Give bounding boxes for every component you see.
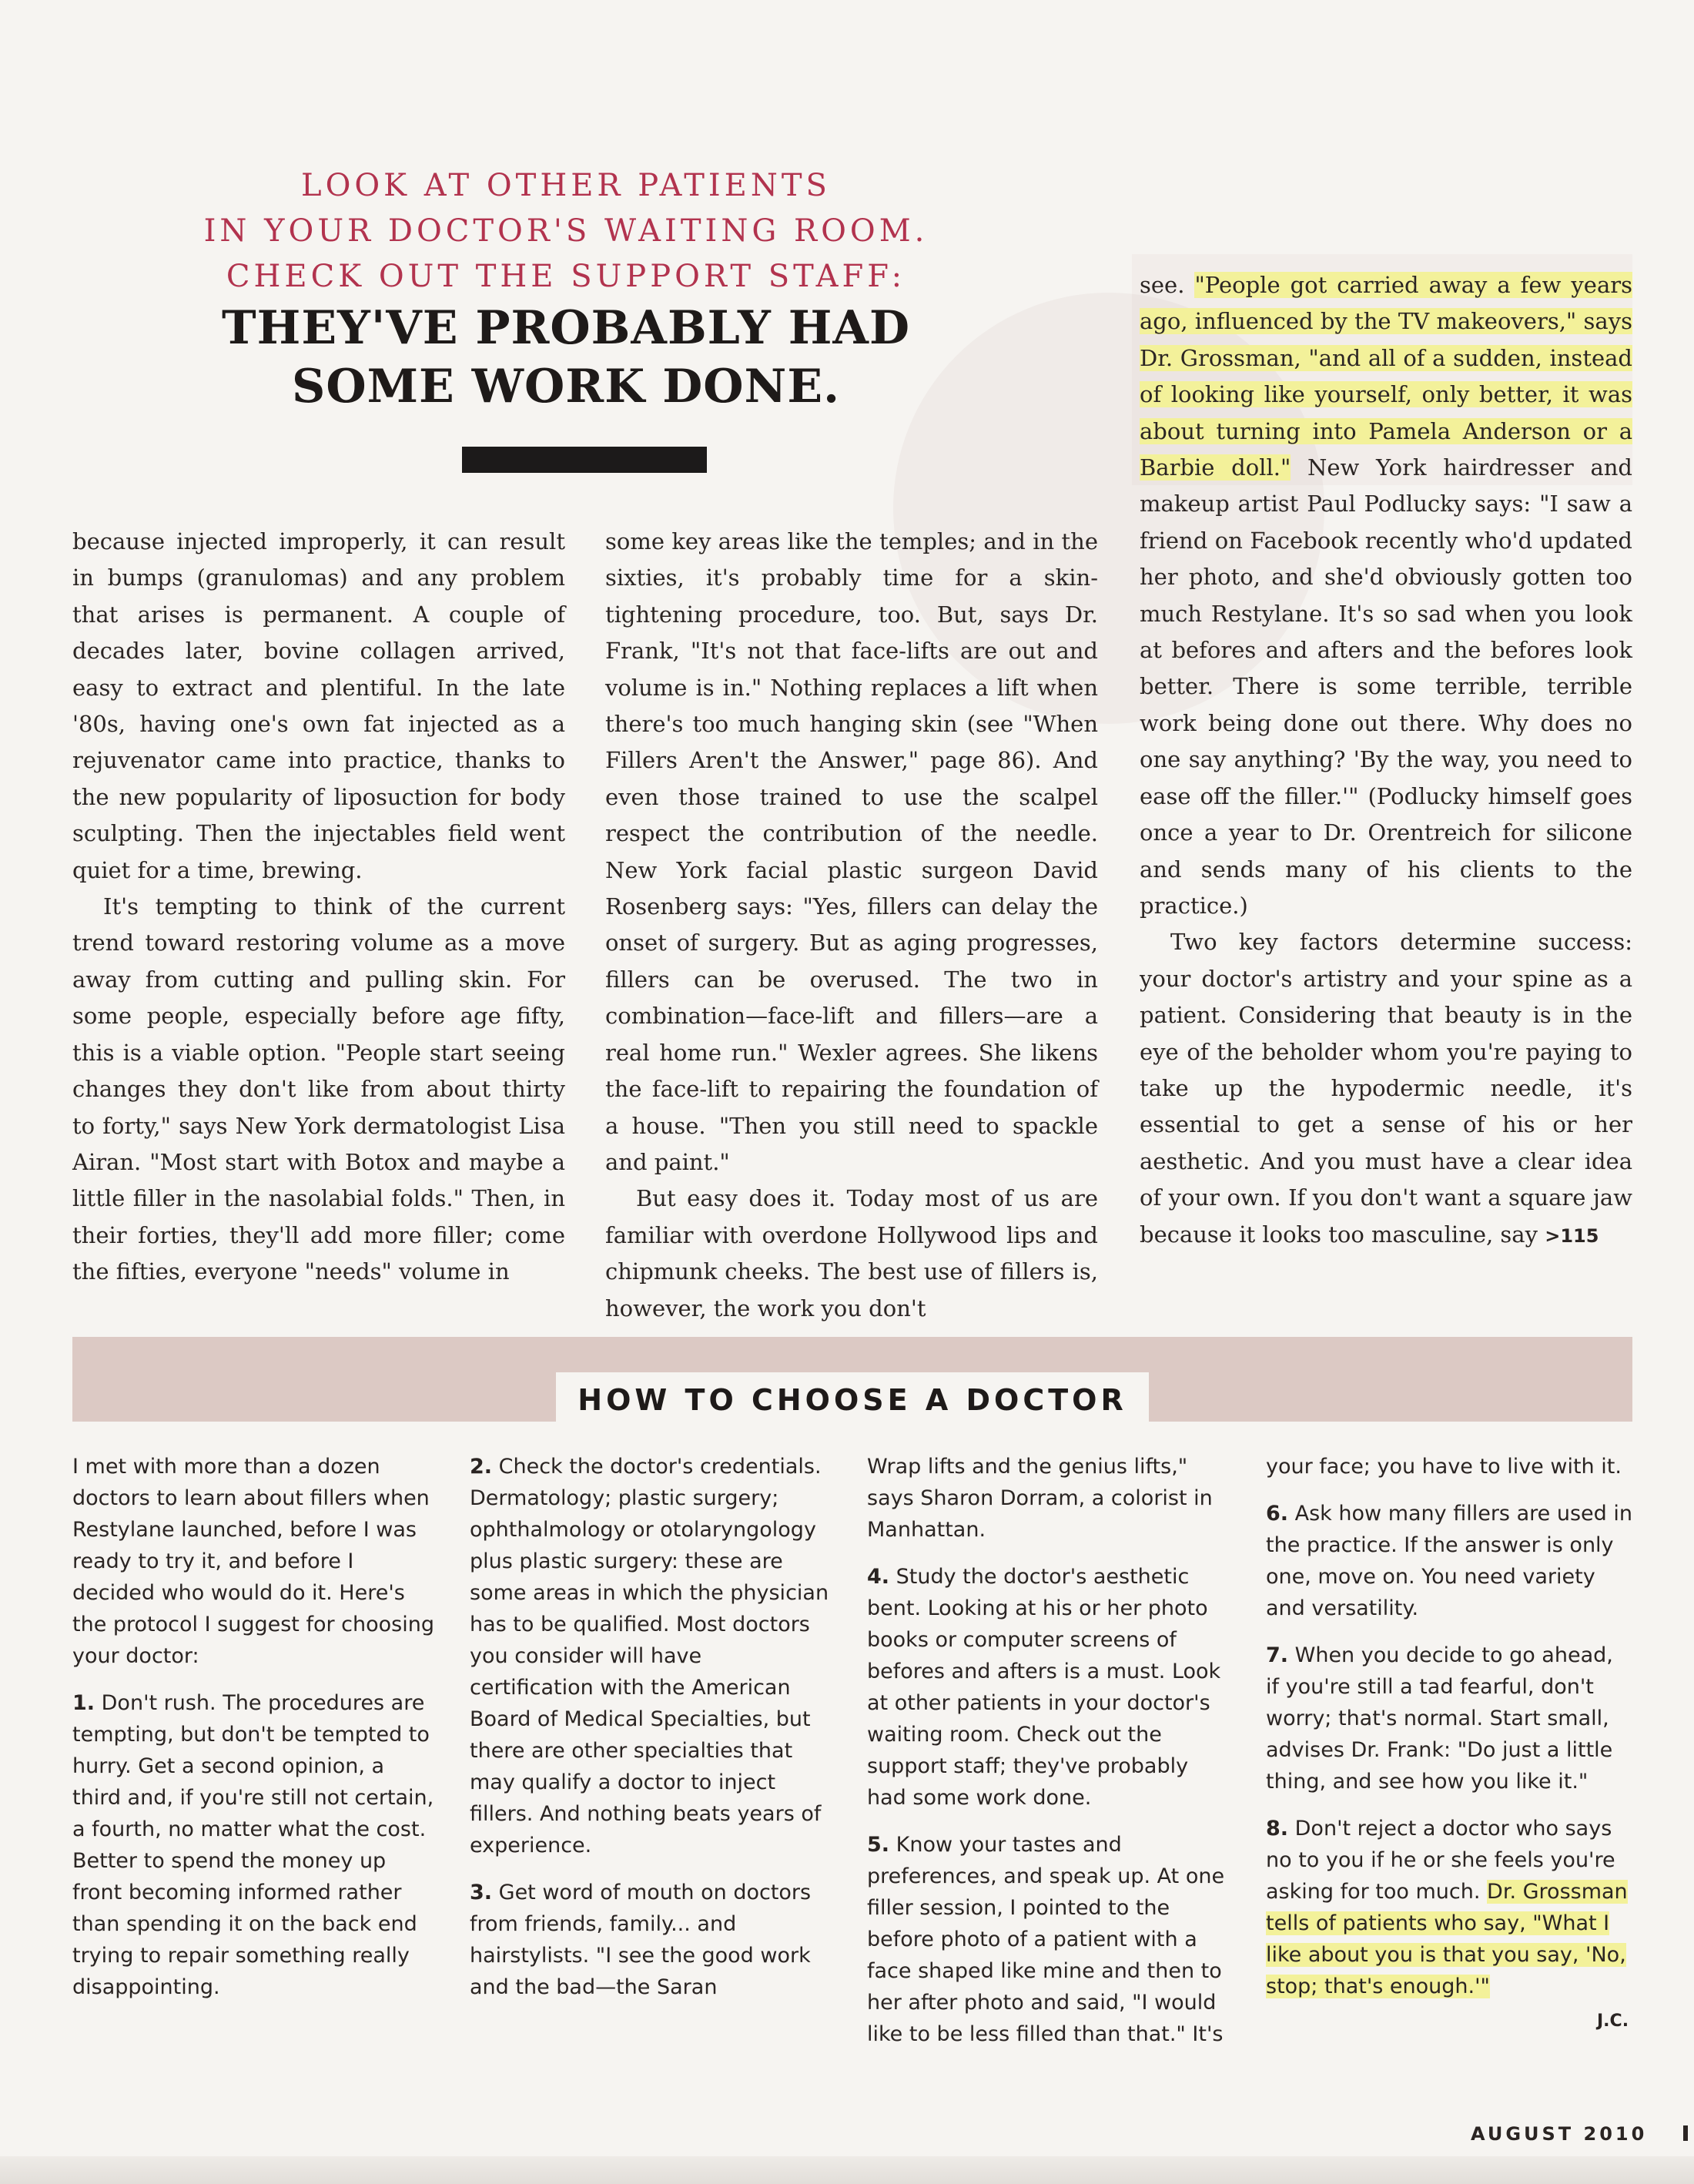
pull-quote-lead-line: IN YOUR DOCTOR'S WAITING ROOM.: [203, 213, 929, 249]
tip-text: Ask how many fillers are used in the practice. If the answer is only one, move on. You need variety and versatility.: [1266, 1502, 1632, 1620]
highlighted-quote: Dr. Grossman tells of patients who say, "What I like about you is that you say, 'No, stop; that's enough.'": [1266, 1880, 1628, 1998]
pull-quote-rule: [462, 447, 707, 473]
sidebar-intro: I met with more than a dozen doctors to learn about fillers when Restylane launched, before I was ready to try it, and before I decided who would do it. Here's the protocol I suggest for choosing your doctor:: [72, 1455, 434, 1668]
paragraph: It's tempting to think of the current trend toward restoring volume as a move away from cutting and pulling skin. For some people, especially before age fifty, this is a viable option. "People start seeing changes they don't like from about thirty to forty," says New York dermatologist Lisa Airan. "Most start with Botox and maybe a little filler in the nasolabial folds." Then, in their forties, they'll add more filler; come the fifties, everyone "needs" volume in: [72, 893, 565, 1285]
paragraph: [1140, 924, 1632, 1254]
highlighted-quote: "People got carried away a few years ago, influenced by the TV makeovers," says Dr. Grossman, "and all of a sudden, instead of looking like yourself, only better, it was about turning into Pamela Anderson or a Barbie doll.": [1140, 272, 1632, 481]
sidebar-tip-continued: your face; you have to live with it.: [1266, 1455, 1622, 1479]
sidebar-column-3: [867, 1451, 1229, 2065]
tip-text: Don't rush. The procedures are tempting, but don't be tempted to hurry. Get a second opinion, a third and, if you're still not certain, a fourth, no matter what the cost. Better to spend the money up front becoming informed rather than spending it on the back end trying to repair something really disappointing.: [72, 1691, 434, 1999]
pull-quote-main: [116, 299, 1016, 416]
text-run: see.: [1140, 272, 1195, 298]
page-folio-date: AUGUST 2010: [1471, 2123, 1648, 2145]
sidebar-column-2: [470, 1451, 830, 2018]
tip-text: Know your tastes and preferences, and speak up. At one filler session, I pointed to the before photo of a patient with a face shaped like mine and then to her after photo and said, "I would like to be less filled than that." It's: [867, 1833, 1225, 2046]
paragraph: because injected improperly, it can result in bumps (granulomas) and any problem that arises is permanent. A couple of decades later, bovine collagen arrived, easy to extract and plentiful. In the late '80s, having one's own fat injected as a rejuvenator came into practice, thanks to the new popularity of liposuction for body sculpting. Then the injectables field went quiet for a time, brewing.: [72, 528, 565, 883]
paragraph: But easy does it. Today most of us are familiar with overdone Hollywood lips and chipmunk cheeks. The best use of fillers is, however, the work you don't: [605, 1185, 1098, 1321]
text-run: New York hairdresser and makeup artist Paul Podlucky says: "I saw a friend on Facebook recently who'd updated her photo, and she'd obviously gotten too much Restylane. It's so sad when you look at befores and afters and the befores look better. There is some terrible, terrible work being done out there. Why does no one say anything? 'By the way, you need to ease off the filler.'" (Podlucky himself goes once a year to Dr. Orentreich for silicone and sends many of his clients to the practice.): [1140, 454, 1632, 919]
continued-page-jump: >115: [1545, 1224, 1599, 1247]
tip-number: 2.: [470, 1455, 493, 1479]
tip-number: 4.: [867, 1565, 890, 1589]
pull-quote-lead-line: CHECK OUT THE SUPPORT STAFF:: [226, 259, 906, 294]
sidebar-tip: [1266, 1498, 1632, 1624]
sidebar-tip: [867, 1829, 1229, 2050]
folio-mark: [1683, 2125, 1688, 2141]
sidebar-tip: [72, 1687, 434, 2003]
sidebar-column-4: [1266, 1451, 1632, 2018]
sidebar-tip: [1266, 1640, 1632, 1797]
tip-number: 7.: [1266, 1643, 1289, 1667]
tip-number: 3.: [470, 1881, 493, 1904]
sidebar-tip: [867, 1561, 1229, 1814]
tip-number: 6.: [1266, 1502, 1289, 1526]
article-column-1: [72, 524, 565, 1291]
sidebar-tip-continued: Wrap lifts and the genius lifts," says Sharon Dorram, a colorist in Manhattan.: [867, 1455, 1213, 1542]
tip-number: 1.: [72, 1691, 95, 1715]
tip-text: Get word of mouth on doctors from friends, family... and hairstylists. "I see the good work and the bad—the Saran: [470, 1881, 812, 1999]
pull-quote-lead: [116, 163, 1016, 300]
pull-quote-lead-line: LOOK AT OTHER PATIENTS: [301, 168, 831, 203]
tip-text: Don't reject a doctor who says no to you if he or she feels you're asking for too much.: [1266, 1817, 1615, 1904]
text-run: Two key factors determine success: your doctor's artistry and your spine as a patient. Considering that beauty is in the eye of the beholder whom you're paying to take up the hypodermic needle, it's essential to get a sense of his or her aesthetic. And you must have a clear idea of your own. If you don't want a square jaw because it looks too masculine, say: [1140, 929, 1632, 1248]
pull-quote-main-line: THEY'VE PROBABLY HAD: [221, 301, 910, 355]
tip-text: When you decide to go ahead, if you're still a tad fearful, don't worry; that's normal. Start small, advises Dr. Frank: "Do just a little thing, and see how you like it.": [1266, 1643, 1613, 1794]
sidebar-title: HOW TO CHOOSE A DOCTOR: [578, 1383, 1127, 1417]
sidebar-column-1: [72, 1451, 434, 2018]
paragraph: some key areas like the temples; and in the sixties, it's probably time for a skin-tightening procedure, too. But, says Dr. Frank, "It's not that face-lifts are out and volume is in." Nothing replaces a lift when there's too much hanging skin (see "When Fillers Aren't the Answer," page 86). And even those trained to use the scalpel respect the contribution of the needle. New York facial plastic surgeon David Rosenberg says: "Yes, fillers can delay the onset of surgery. But as aging progresses, fillers can be overused. The two in combination—face-lift and fillers—are a real home run." Wexler agrees. She likens the face-lift to repairing the foundation of a house. "Then you still need to spackle and paint.": [605, 528, 1098, 1175]
sidebar-tip: [1266, 1813, 1632, 2002]
tip-text: Study the doctor's aesthetic bent. Looking at his or her photo books or computer screens of befores and afters is a must. Look at other patients in your doctor's waiting room. Check out the support staff; they've probably had some work done.: [867, 1565, 1221, 1810]
article-column-3: [1140, 267, 1632, 1254]
author-initials: J.C.: [1597, 2011, 1629, 2031]
tip-text: Check the doctor's credentials. Dermatology; plastic surgery; ophthalmology or otolaryngology plus plastic surgery: these are some areas in which the physician has to be qualified. Most doctors you consider will have certification with the American Board of Medical Specialties, but there are other specialties that may qualify a doctor to inject fillers. And nothing beats years of experience.: [470, 1455, 829, 1857]
sidebar-tip: [470, 1877, 830, 2003]
tip-number: 5.: [867, 1833, 890, 1857]
paragraph: [1140, 267, 1632, 924]
article-column-2: [605, 524, 1098, 1327]
sidebar-tip: [470, 1451, 830, 1861]
tip-number: 8.: [1266, 1817, 1289, 1841]
page-bottom-edge: [0, 2156, 1694, 2184]
pull-quote-main-line: SOME WORK DONE.: [292, 360, 840, 414]
